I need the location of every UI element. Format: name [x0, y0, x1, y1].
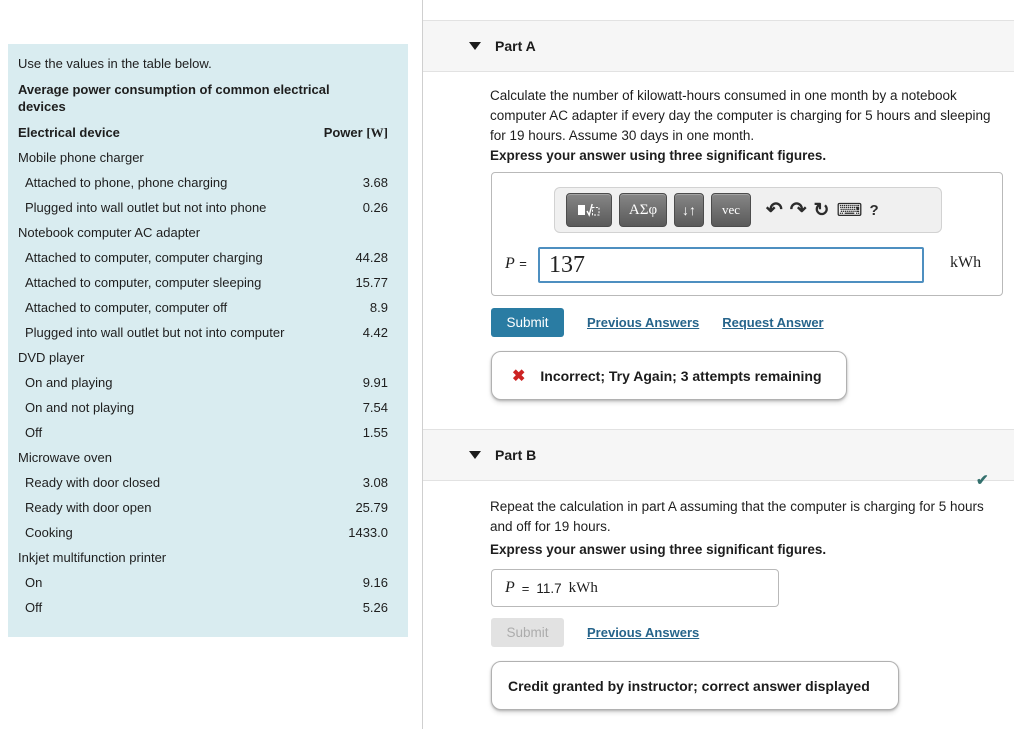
part-b-answer-box: P = 11.7 kWh — [491, 569, 779, 607]
part-b-prompt: Repeat the calculation in part A assuming that the computer is charging for 5 hours and off for 19 hours. — [490, 499, 984, 534]
answer-variable: P — [505, 579, 515, 596]
part-b-header[interactable] — [423, 429, 1014, 481]
device-group-row: Notebook computer AC adapter — [18, 225, 201, 240]
collapse-triangle-icon — [469, 451, 481, 459]
vector-notation-button[interactable]: vec — [711, 193, 751, 227]
part-b-actions — [491, 618, 699, 647]
feedback-text: Incorrect; Try Again; 3 attempts remaining — [540, 367, 822, 384]
part-b-title: Part B — [495, 447, 537, 463]
part-a-header[interactable] — [423, 20, 1014, 72]
device-row: On and not playing 7.54 — [25, 400, 388, 415]
device-row: On 9.16 — [25, 575, 388, 590]
device-row: Cooking 1433.0 — [25, 525, 388, 540]
power-value: 5.26 — [362, 600, 388, 615]
greek-symbols-button[interactable]: ΑΣφ — [619, 193, 667, 227]
device-row: Ready with door open 25.79 — [25, 500, 388, 515]
device-row: Attached to computer, computer sleeping 15.77 — [25, 275, 388, 290]
answer-unit: kWh — [568, 579, 598, 596]
equation-templates-icon — [577, 202, 601, 218]
part-a-express: Express your answer using three significant figures. — [490, 148, 827, 163]
answer-unit: kWh — [950, 254, 982, 271]
power-value: 3.68 — [362, 175, 388, 190]
device-row: Off 1.55 — [25, 425, 388, 440]
problem-panel — [423, 0, 1024, 729]
previous-answers-link[interactable]: Previous Answers — [587, 625, 700, 640]
power-table-panel — [8, 44, 408, 637]
device-row: Plugged into wall outlet but not into phone 0.26 — [25, 200, 388, 215]
device-row: Attached to computer, computer off 8.9 — [25, 300, 388, 315]
device-group-row: DVD player — [18, 350, 85, 365]
power-value: 9.16 — [362, 575, 388, 590]
submit-button[interactable]: Submit — [491, 308, 564, 337]
part-a-answer-box — [491, 172, 1003, 296]
collapse-triangle-icon — [469, 42, 481, 50]
device-row: Attached to phone, phone charging 3.68 — [25, 175, 388, 190]
feedback-box — [491, 351, 847, 400]
power-value: 25.79 — [355, 500, 388, 515]
credit-text: Credit granted by instructor; correct answer displayed — [508, 677, 870, 694]
previous-answers-link[interactable]: Previous Answers — [587, 315, 700, 330]
device-row: Ready with door closed 3.08 — [25, 475, 388, 490]
device-row: On and playing 9.91 — [25, 375, 388, 390]
answer-input[interactable] — [538, 247, 924, 283]
device-row: Off 5.26 — [25, 600, 388, 615]
power-value: 1433.0 — [348, 525, 388, 540]
power-value: 1.55 — [362, 425, 388, 440]
equation-templates-button[interactable] — [566, 193, 612, 227]
table-header-row — [18, 120, 396, 145]
part-a-prompt: Calculate the number of kilowatt-hours consumed in one month by a notebook computer AC adapter if every day the computer is charging for 5 hours and sleeping for 19 hours. Assume 30 days in one month. — [490, 88, 991, 143]
redo-icon[interactable]: ↷ — [789, 199, 807, 221]
submit-button-disabled: Submit — [491, 618, 564, 647]
col-device: Electrical device — [18, 125, 120, 140]
power-value: 9.91 — [362, 375, 388, 390]
power-value: 3.08 — [362, 475, 388, 490]
answer-variable: P = — [505, 255, 527, 272]
device-group-row: Microwave oven — [18, 450, 112, 465]
table-intro: Use the values in the table below. — [18, 56, 212, 71]
device-row: Attached to computer, computer charging 44.28 — [25, 250, 388, 265]
equation-toolbar — [554, 187, 942, 233]
power-value: 15.77 — [355, 275, 388, 290]
request-answer-link[interactable]: Request Answer — [722, 315, 824, 330]
power-value: 0.26 — [362, 200, 388, 215]
part-a-actions — [491, 308, 824, 337]
col-power: Power [W] — [323, 124, 388, 140]
incorrect-x-icon: ✖ — [512, 367, 526, 385]
power-value: 8.9 — [369, 300, 388, 315]
undo-icon[interactable]: ↶ — [766, 199, 783, 221]
reset-icon[interactable]: ↻ — [813, 199, 830, 221]
device-row: Plugged into wall outlet but not into computer 4.42 — [25, 325, 388, 340]
subscript-superscript-button[interactable]: ↓↑ — [674, 193, 704, 227]
device-group-row: Mobile phone charger — [18, 150, 144, 165]
answer-value: 11.7 — [536, 580, 562, 596]
power-value: 4.42 — [362, 325, 388, 340]
credit-box — [491, 661, 899, 710]
power-value: 7.54 — [362, 400, 388, 415]
keyboard-icon[interactable]: ⌨ — [836, 200, 863, 220]
power-value: 44.28 — [355, 250, 388, 265]
device-group-row: Inkjet multifunction printer — [18, 550, 167, 565]
part-b-express: Express your answer using three significant figures. — [490, 542, 827, 557]
help-icon[interactable]: ? — [869, 201, 879, 219]
part-a-title: Part A — [495, 38, 536, 54]
correct-check-icon: ✔ — [976, 472, 989, 489]
table-title: Average power consumption of common electrical devices — [18, 82, 330, 114]
